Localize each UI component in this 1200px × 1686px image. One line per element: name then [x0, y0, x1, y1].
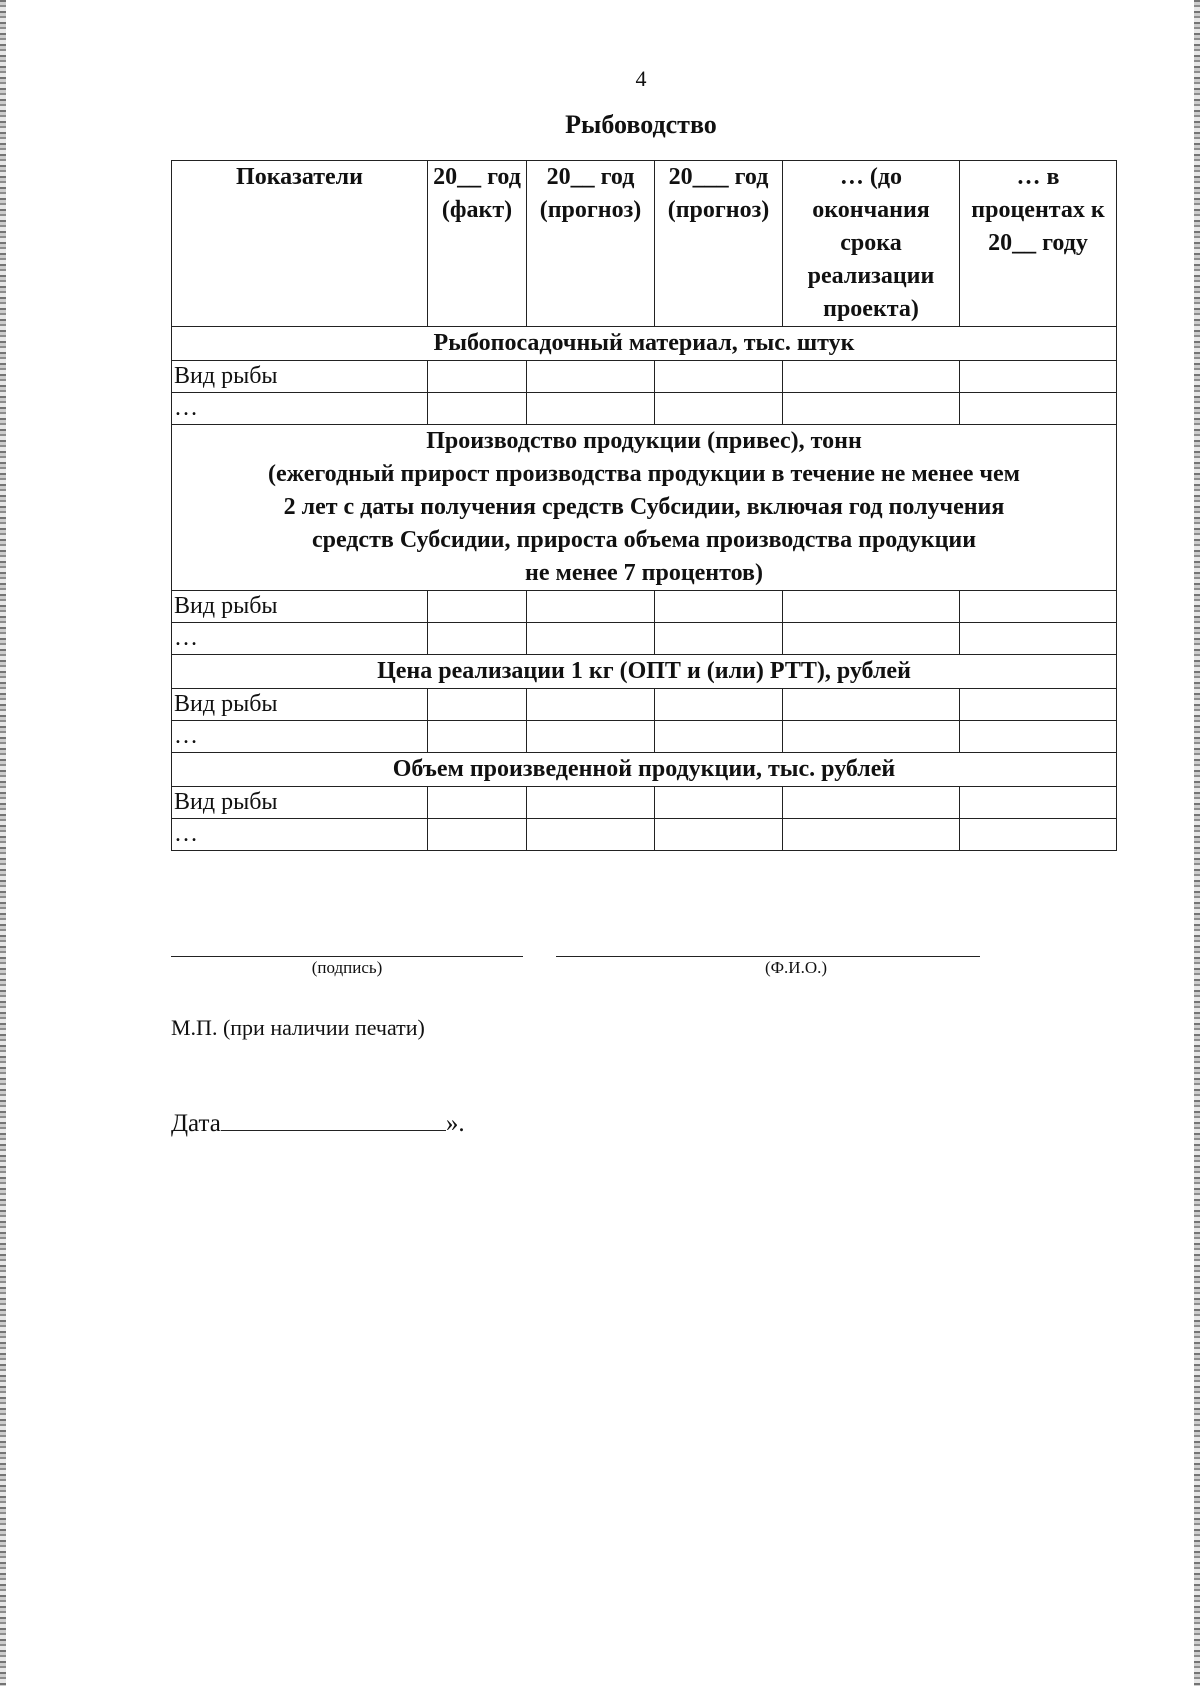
row-label: Вид рыбы — [172, 689, 428, 721]
table-row — [172, 787, 1117, 819]
table-cell — [655, 623, 783, 655]
table-cell — [527, 721, 655, 753]
table-row — [172, 361, 1117, 393]
table-cell — [655, 819, 783, 851]
table-row — [172, 689, 1117, 721]
section-row — [172, 655, 1117, 689]
row-label: Вид рыбы — [172, 591, 428, 623]
table-cell — [428, 689, 527, 721]
table-cell — [428, 361, 527, 393]
header-project-end: … (до окончания срока реализации проекта) — [783, 161, 960, 327]
table-cell — [655, 393, 783, 425]
table-cell — [428, 819, 527, 851]
section-row — [172, 327, 1117, 361]
table-cell — [960, 689, 1117, 721]
table-cell — [527, 623, 655, 655]
row-label: … — [172, 393, 428, 425]
table-cell — [783, 591, 960, 623]
header-row — [172, 161, 1117, 327]
table-cell — [527, 361, 655, 393]
table-cell — [527, 591, 655, 623]
section-row — [172, 425, 1117, 591]
section-heading-price: Цена реализации 1 кг (ОПТ и (или) РТТ), рублей — [172, 655, 1117, 689]
row-label: … — [172, 721, 428, 753]
table-cell — [783, 819, 960, 851]
signature-caption: (подпись) — [311, 958, 383, 977]
section-heading-volume: Объем произведенной продукции, тыс. рублей — [172, 753, 1117, 787]
table-row — [172, 819, 1117, 851]
table-cell — [960, 787, 1117, 819]
row-label: … — [172, 623, 428, 655]
scan-edge-right — [1194, 0, 1200, 1686]
table-cell — [428, 623, 527, 655]
section-heading-line: Производство продукции (привес), тонн — [426, 428, 862, 454]
stamp-note: М.П. (при наличии печати) — [171, 1015, 425, 1040]
date-suffix: ». — [445, 1110, 465, 1137]
table-cell — [783, 393, 960, 425]
indicators-table — [171, 160, 1117, 851]
page-title: Рыбоводство — [565, 110, 717, 139]
section-row — [172, 753, 1117, 787]
section-heading-production — [172, 425, 1117, 591]
page-number: 4 — [635, 66, 647, 91]
full-name-caption: (Ф.И.О.) — [764, 958, 828, 977]
table-cell — [655, 721, 783, 753]
scan-edge-left — [0, 0, 6, 1686]
table-row — [172, 623, 1117, 655]
signature-line — [171, 956, 523, 957]
row-label: Вид рыбы — [172, 787, 428, 819]
table-cell — [428, 591, 527, 623]
table-cell — [960, 623, 1117, 655]
table-row — [172, 591, 1117, 623]
table-cell — [428, 787, 527, 819]
table-cell — [783, 721, 960, 753]
header-percent: … в процентах к 20__ году — [960, 161, 1117, 327]
table-cell — [428, 721, 527, 753]
table-cell — [960, 721, 1117, 753]
table-row — [172, 721, 1117, 753]
table-cell — [527, 787, 655, 819]
table-cell — [783, 689, 960, 721]
section-heading-line: не менее 7 процентов) — [525, 560, 763, 586]
date-blank-line — [221, 1108, 446, 1131]
table-cell — [527, 689, 655, 721]
table-cell — [783, 623, 960, 655]
table-cell — [527, 393, 655, 425]
table-cell — [527, 819, 655, 851]
table-cell — [960, 361, 1117, 393]
header-indicators: Показатели — [172, 161, 428, 327]
header-year-forecast-2: 20___ год (прогноз) — [655, 161, 783, 327]
table-cell — [960, 591, 1117, 623]
row-label: … — [172, 819, 428, 851]
date-field — [171, 1108, 465, 1138]
table-row — [172, 393, 1117, 425]
table-cell — [655, 591, 783, 623]
section-heading-line: 2 лет с даты получения средств Субсидии, включая год получения — [283, 494, 1005, 520]
table-cell — [655, 361, 783, 393]
row-label: Вид рыбы — [172, 361, 428, 393]
section-heading-seed-material: Рыбопосадочный материал, тыс. штук — [172, 327, 1117, 361]
table-cell — [960, 393, 1117, 425]
table-cell — [783, 361, 960, 393]
table-cell — [655, 689, 783, 721]
date-label: Дата — [171, 1110, 221, 1137]
section-heading-line: (ежегодный прирост производства продукции в течение не менее чем — [267, 461, 1020, 487]
section-heading-line: средств Субсидии, прироста объема производства продукции — [311, 527, 977, 553]
header-year-fact: 20__ год (факт) — [428, 161, 527, 327]
table-cell — [428, 393, 527, 425]
full-name-line — [556, 956, 980, 957]
header-year-forecast-1: 20__ год (прогноз) — [527, 161, 655, 327]
table-cell — [960, 819, 1117, 851]
table-cell — [783, 787, 960, 819]
table-cell — [655, 787, 783, 819]
